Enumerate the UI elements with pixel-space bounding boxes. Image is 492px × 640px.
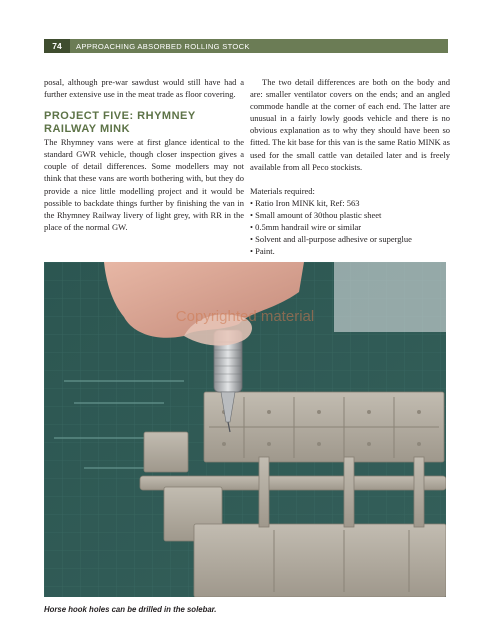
page-number: 74: [44, 39, 70, 53]
left-paragraph-1: posal, although pre-war sawdust would still have had a further extensive use in the meat trade as floor covering.: [44, 77, 244, 100]
right-paragraph-1: The two detail differences are both on the body and are: smaller ventilator covers on the ends; and an angled commode handle at the corner of each end. The latter are unusual in a fairly lowly goods vehicle and there is no obvious explanation as to why they should have been so fitted. The kit base for this van is the same Ratio MINK as used for the small cattle van detailed later and is freely available from all Peco stockists.: [250, 77, 450, 172]
running-title: APPROACHING ABSORBED ROLLING STOCK: [76, 41, 250, 51]
running-header: [44, 39, 448, 53]
right-column: [250, 76, 450, 257]
copyright-watermark: Copyrighted material: [175, 308, 315, 325]
section-heading-line-1: PROJECT FIVE: RHYMNEY: [44, 110, 196, 123]
list-item: • 0.5mm handrail wire or similar: [250, 221, 450, 233]
left-paragraph-2: The Rhymney vans were at first glance identical to the standard GWR vehicle, though closer inspection gives a couple of detail differences. Some modellers may not think that these vans are worth bothering with, but they do provide a nice little modelling project and it would be possible to backdate things further by finishing the van in the Rhymney Railway livery of light grey, with RR in the place of the normal GW.: [44, 137, 244, 232]
section-heading: [44, 110, 244, 135]
list-item: • Solvent and all-purpose adhesive or superglue: [250, 233, 450, 245]
list-item: • Small amount of 30thou plastic sheet: [250, 209, 450, 221]
materials-list: [250, 197, 450, 257]
materials-title: Materials required:: [250, 185, 315, 196]
list-item: • Ratio Iron MINK kit, Ref: 563: [250, 197, 450, 209]
model-kit-photo: [44, 262, 446, 597]
photo-caption: Horse hook holes can be drilled in the solebar.: [44, 605, 217, 614]
list-item: • Paint.: [250, 245, 450, 257]
left-column: [44, 76, 244, 233]
section-heading-line-2: RAILWAY MINK: [44, 122, 131, 135]
